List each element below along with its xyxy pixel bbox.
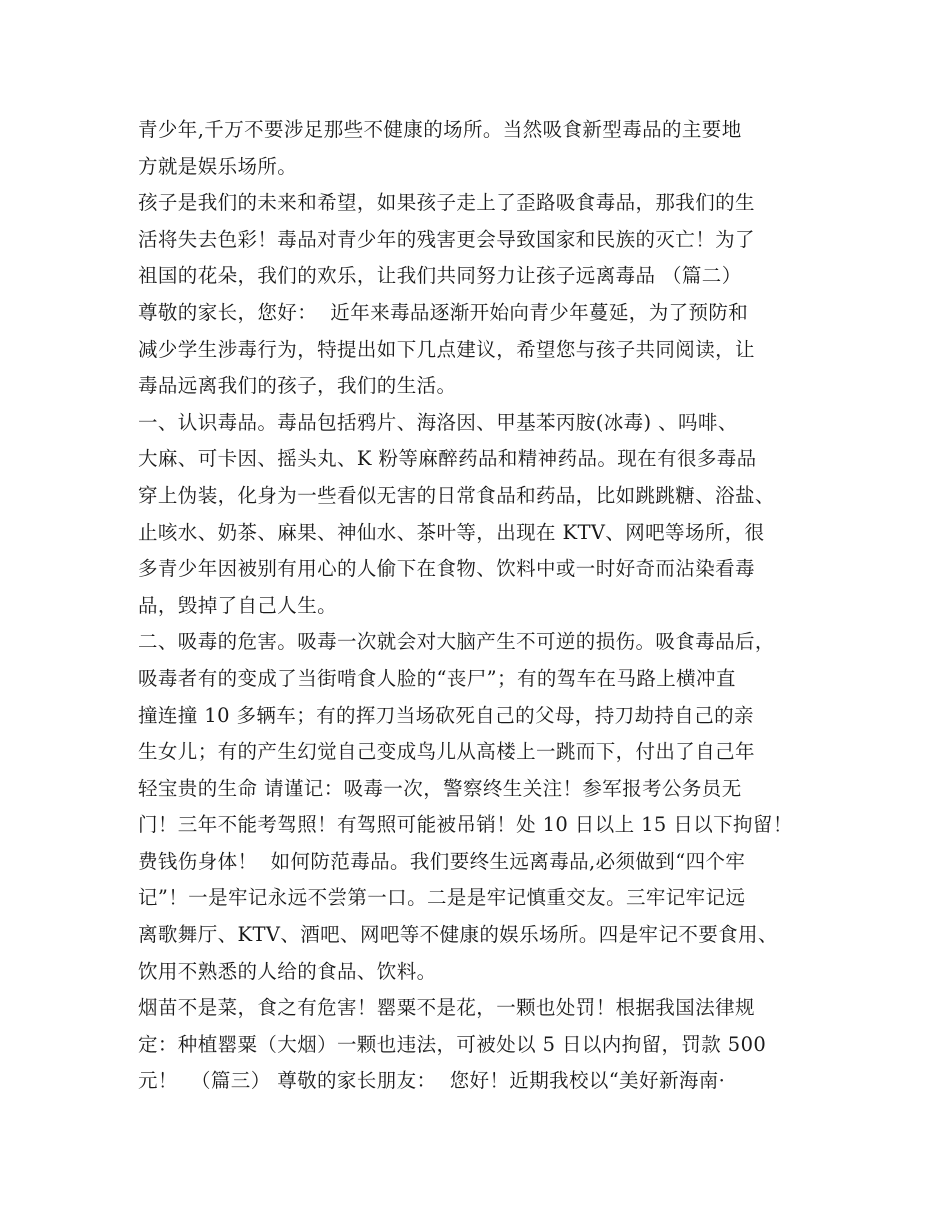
text-line: 祖国的花朵，我们的欢乐，让我们共同努力让孩子远离毒品 （篇二） xyxy=(138,264,742,288)
text-line: 穿上伪装，化身为一些看似无害的日常食品和药品，比如跳跳糖、浴盐、 xyxy=(138,483,775,507)
text-line: 多青少年因被别有用心的人偷下在食物、饮料中或一时好奇而沾染看毒 xyxy=(138,557,755,581)
text-line: 吸毒者有的变成了当街啃食人脸的“丧尸”；有的驾车在马路上横冲直 xyxy=(138,666,736,690)
text-line: 止咳水、奶茶、麻果、神仙水、茶叶等，出现在 KTV、网吧等场所，很 xyxy=(138,520,765,544)
text-line: 青少年,千万不要涉足那些不健康的场所。当然吸食新型毒品的主要地 xyxy=(138,118,742,141)
text-line: 尊敬的家长，您好： 近年来毒品逐渐开始向青少年蔓延，为了预防和 xyxy=(138,300,749,324)
text-line: 轻宝贵的生命 请谨记：吸毒一次，警察终生关注！参军报考公务员无 xyxy=(138,776,742,800)
text-line: 品，毁掉了自己人生。 xyxy=(138,593,338,617)
text-line: 记”！一是牢记永远不尝第一口。二是是牢记慎重交友。三牢记牢记远 xyxy=(138,886,746,910)
document-body xyxy=(138,112,828,1100)
text-line: 一、认识毒品。毒品包括鸦片、海洛因、甲基苯丙胺(冰毒) 、吗啡、 xyxy=(138,410,738,434)
text-line: 二、吸毒的危害。吸毒一次就会对大脑产生不可逆的损伤。吸食毒品后， xyxy=(138,630,775,654)
text-line: 大麻、可卡因、摇头丸、K 粉等麻醉药品和精神药品。现在有很多毒品 xyxy=(138,447,757,471)
text-line: 方就是娱乐场所。 xyxy=(138,154,298,178)
text-line: 减少学生涉毒行为，特提出如下几点建议，希望您与孩子共同阅读，让 xyxy=(138,337,755,361)
text-line: 撞连撞 10 多辆车；有的挥刀当场砍死自己的父母，持刀劫持自己的亲 xyxy=(138,703,754,727)
text-line: 门！三年不能考驾照！有驾照可能被吊销！处 10 日以上 15 日以下拘留！ xyxy=(138,813,793,837)
text-line: 费钱伤身体！ 如何防范毒品。我们要终生远离毒品,必须做到“四个牢 xyxy=(138,849,746,873)
text-line: 离歌舞厅、KTV、酒吧、网吧等不健康的娱乐场所。四是牢记不要食用、 xyxy=(138,923,778,947)
text-line: 生女儿；有的产生幻觉自己变成鸟儿从高楼上一跳而下，付出了自己年 xyxy=(138,740,755,764)
text-line: 毒品远离我们的孩子，我们的生活。 xyxy=(138,374,457,398)
text-line: 元！ （篇三） 尊敬的家长朋友： 您好！近期我校以“美好新海南· xyxy=(138,1069,726,1093)
text-line: 活将失去色彩！毒品对青少年的残害更会导致国家和民族的灭亡！为了 xyxy=(138,227,755,251)
text-line: 烟苗不是菜，食之有危害！罂粟不是花，一颗也处罚！根据我国法律规 xyxy=(138,996,755,1020)
text-line: 定：种植罂粟（大烟）一颗也违法，可被处以 5 日以内拘留，罚款 500 xyxy=(138,1032,767,1056)
text-line: 孩子是我们的未来和希望，如果孩子走上了歪路吸食毒品，那我们的生 xyxy=(138,191,755,215)
text-line: 饮用不熟悉的人给的食品、饮料。 xyxy=(138,959,437,983)
